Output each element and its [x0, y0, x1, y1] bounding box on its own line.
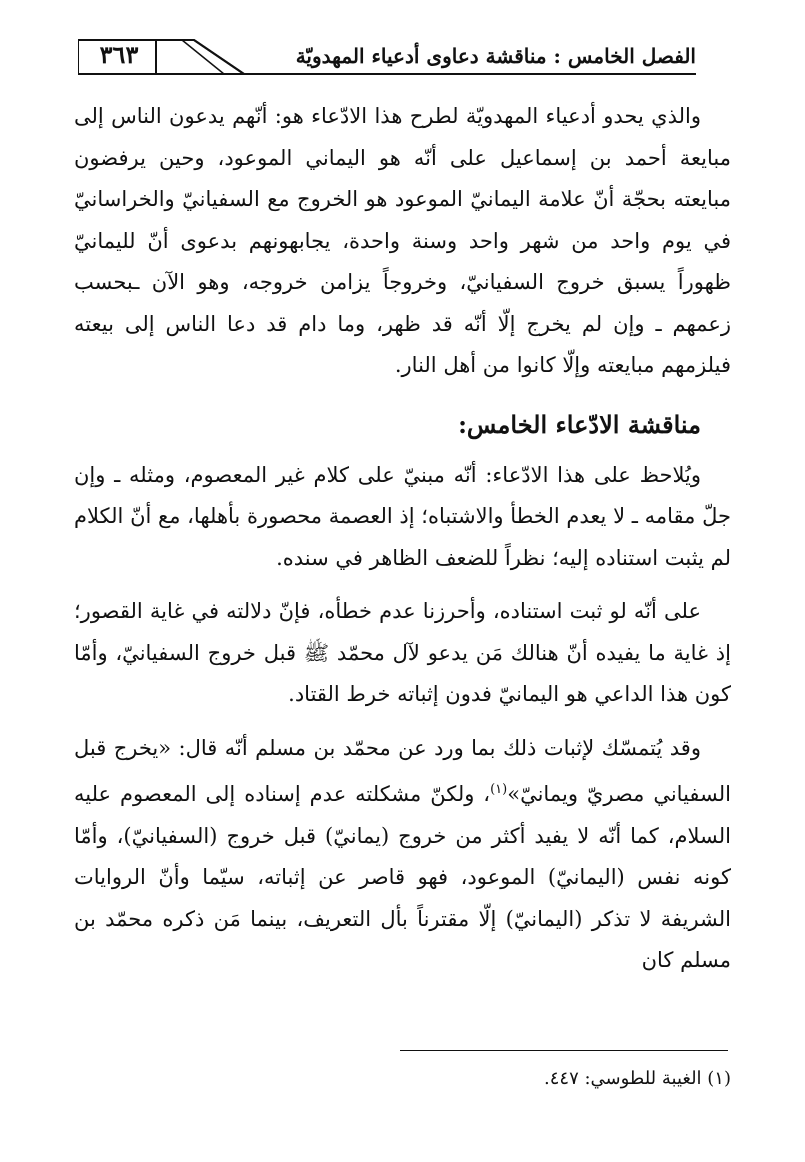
page-number: ٣٦٣	[99, 40, 139, 69]
footnote: (١) الغيبة للطوسي: ٤٤٧.	[544, 1068, 731, 1089]
paragraph-narration	[74, 728, 731, 982]
paragraph-observation: ويُلاحظ على هذا الادّعاء: أنّه مبنيّ على كلام غير المعصوم، ومثله ـ وإن جلّ مقامه ـ لا يعدم الخطأ والاشتباه؛ إذ العصمة محصورة بأهلها، مع أنّ الكلام لم يثبت استناده إليه؛ نظراً للضعف الظاهر في سنده.	[74, 462, 731, 570]
main-text	[74, 96, 731, 982]
narration-text-before: وقد يُتمسّك لإثبات ذلك بما ورد عن محمّد بن مسلم أنّه قال: «يخرج قبل السفياني مصريّ ويمانيّ»	[74, 735, 731, 806]
paragraph-intro: والذي يحدو أدعياء المهدويّة لطرح هذا الادّعاء هو: أنّهم يدعون الناس إلى مبايعة أحمد بن إسماعيل على أنّه هو اليماني الموعود، وحين يرفضون مبايعته بحجّة أنّ علامة اليمانيّ الموعود هو الخروج مع السفيانيّ والخراسانيّ في يوم واحد من شهر واحد وسنة واحدة، يجابهونهم بدعوى أنّ لليمانيّ ظهوراً يسبق خروج السفيانيّ، وخروجاً يزامن خروجه، وهو الآن ـبحسب زعمهم ـ وإن لم يخرج إلّا أنّه قد ظهر، وما دام قد دعا الناس إلى بيعته فيلزمهم مبايعته وإلّا كانوا من أهل النار.	[74, 104, 731, 377]
paragraph-dalala: على أنّه لو ثبت استناده، وأحرزنا عدم خطأه، فإنّ دلالته في غاية القصور؛ إذ غاية ما يفيده أنّ هنالك مَن يدعو لآل محمّد ﷺ قبل خروج السفيانيّ، وأمّا كون هذا الداعي هو اليمانيّ فدون إثباته خرط القتاد.	[74, 599, 731, 706]
narration-text-after: ، ولكنّ مشكلته عدم إسناده إلى المعصوم عليه السلام، كما أنّه لا يفيد أكثر من خروج (يمانيّ) قبل خروج (السفيانيّ)، وأمّا كونه نفس (اليمانيّ) الموعود، فهو قاصر عن إثباته، سيّما وأنّ الروايات الشريفة لا تذكر (اليمانيّ) إلّا مقترناً بأل التعريف، بينما مَن ذكره محمّد بن مسلم كان	[74, 782, 731, 972]
section-heading: مناقشة الادّعاء الخامس:	[458, 409, 701, 439]
footnote-divider	[400, 1050, 728, 1051]
footnote-marker: (١)	[490, 782, 508, 797]
page-header	[78, 32, 696, 82]
running-title: الفصل الخامس : مناقشة دعاوى أدعياء المهدويّة	[295, 44, 696, 68]
